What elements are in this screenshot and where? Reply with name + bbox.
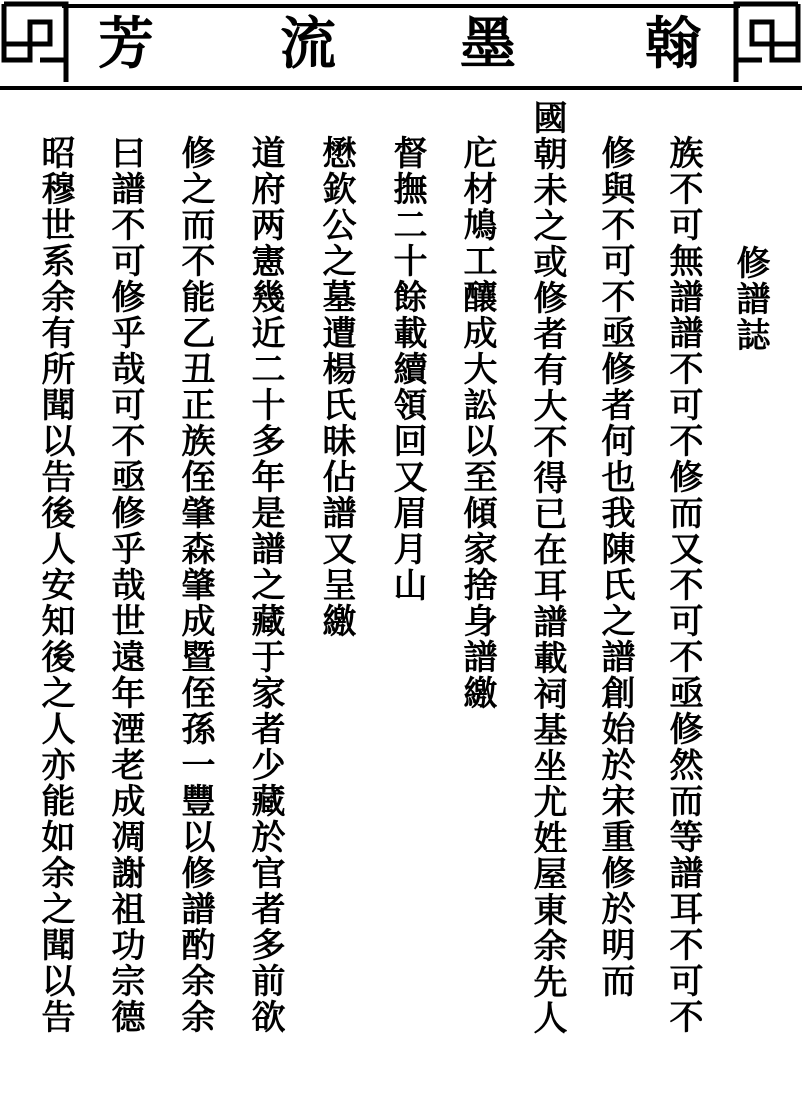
fret-ornament-left-icon bbox=[0, 0, 70, 86]
text-column-1: 族不可無譜譜不可不修而又不可不亟修然而等譜耳不可不 bbox=[663, 135, 703, 1035]
text-column-7: 道府两憲幾近二十多年是譜之藏于家者少藏於官者多前欲 bbox=[245, 135, 285, 1035]
header-title-char-1: 芳 bbox=[98, 11, 154, 77]
text-column-10: 昭穆世系余有所聞以告後人安知後之人亦能如余之聞以告 bbox=[35, 135, 75, 1035]
text-column-2: 修與不可不亟修者何也我陳氏之譜創始於宋重修於明而 bbox=[595, 135, 635, 999]
text-column-3: 國朝未之或修者有大不得已在耳譜載祠基坐尤姓屋東余先人 bbox=[527, 100, 567, 1036]
text-column-5: 督撫二十餘載續領回又眉月山 bbox=[387, 135, 427, 603]
text-column-6: 懋欽公之墓遭楊氏昧佔譜又呈繳 bbox=[316, 135, 356, 639]
header-title-char-3: 墨 bbox=[460, 11, 516, 77]
text-column-9: 曰譜不可修乎哉可不亟修乎哉世遠年湮老成凋謝祖功宗德 bbox=[105, 135, 145, 1035]
header-banner bbox=[0, 0, 802, 90]
article-title: 修譜誌 bbox=[730, 245, 770, 353]
fret-ornament-right-icon bbox=[732, 0, 802, 86]
header-title-char-4: 翰 bbox=[645, 11, 701, 77]
text-column-8: 修之而不能乙丑正族侄肇森肇成暨侄孫一豐以修譜酌余余 bbox=[175, 135, 215, 1035]
header-border-line bbox=[62, 4, 740, 8]
text-column-4: 庀材鳩工釀成大訟以至傾家捨身譜繳 bbox=[457, 135, 497, 711]
header-title-char-2: 流 bbox=[280, 11, 336, 77]
